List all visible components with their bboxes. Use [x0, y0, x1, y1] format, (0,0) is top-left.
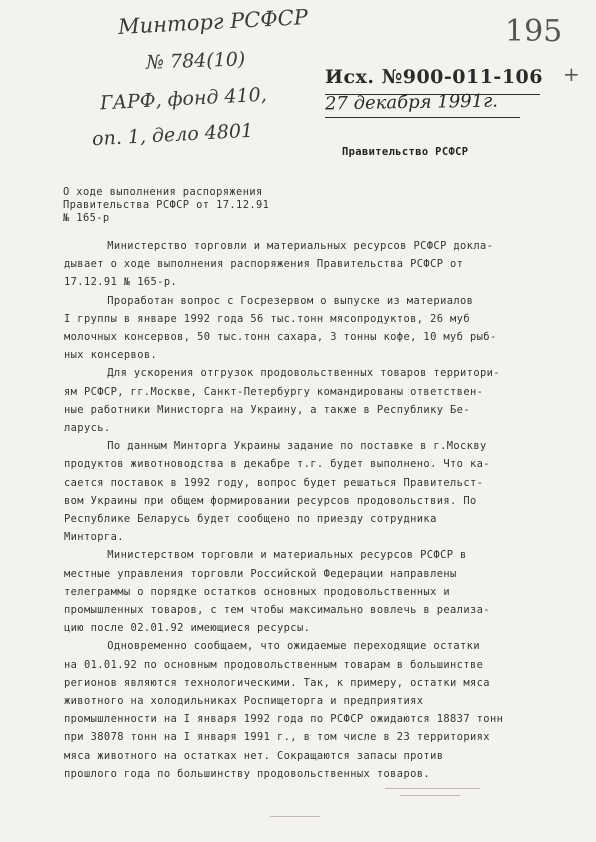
body-line: сается поставок в 1992 году, вопрос будет решаться Правительст-: [64, 476, 484, 489]
outgoing-number: Исх. №900-011-106: [325, 66, 543, 88]
scan-mark: [270, 816, 320, 817]
archive-note-ministry: Минторг РСФСР: [117, 5, 309, 39]
body-line: при 38078 тонн на I января 1991 г., в том числе в 23 территориях: [64, 731, 490, 744]
body-line: I группы в январе 1992 года 56 тыс.тонн мясопродуктов, 26 муб: [64, 312, 470, 325]
body-line: 17.12.91 № 165-р.: [64, 276, 178, 289]
outgoing-date-underline: [325, 117, 520, 118]
body-line: Проработан вопрос с Госрезервом о выпуске из материалов: [74, 294, 474, 307]
archive-note-number: № 784(10): [145, 48, 246, 74]
plus-mark: +: [563, 62, 580, 86]
body-line: Министерством торговли и материальных ресурсов РСФСР в: [74, 549, 467, 562]
body-line: ларусь.: [64, 422, 111, 434]
addressee: Правительство РСФСР: [342, 146, 469, 158]
body-line: Министерство торговли и материальных ресурсов РСФСР докла-: [74, 240, 494, 252]
body-line: Одновременно сообщаем, что ожидаемые переходящие остатки: [74, 640, 480, 653]
body-line: дывает о ходе выполнения распоряжения Правительства РСФСР от: [64, 258, 464, 271]
body-line: По данным Минторга Украины задание по поставке в г.Москву: [74, 440, 487, 453]
body-line: Минторга.: [64, 531, 124, 544]
body-line: местные управления торговли Российской Федерации направлены: [64, 567, 457, 580]
body-line: мяса животного на остатках нет. Сокращаются запасы против: [64, 749, 444, 762]
body-line: Для ускорения отгрузок продовольственных товаров территори-: [74, 367, 500, 380]
subject-line-1: О ходе выполнения распоряжения: [63, 186, 263, 198]
archive-note-fond: ГАРФ, фонд 410,: [99, 83, 268, 115]
body-line: вом Украины при общем формировании ресурсов продовольствия. По: [64, 494, 477, 507]
body-line: прошлого года по большинству продовольственных товаров.: [64, 767, 431, 780]
body-line: на 01.01.92 по основным продовольственным товарам в большинстве: [64, 658, 484, 671]
body-line: цию после 02.01.92 имеющиеся ресурсы.: [64, 622, 311, 635]
body-line: телеграммы о порядке остатков основных продовольственных и: [64, 585, 451, 598]
archive-note-case: оп. 1, дело 4801: [91, 119, 254, 151]
page-number: 195: [505, 14, 563, 49]
subject-line-2: Правительства РСФСР от 17.12.91: [63, 199, 270, 211]
scan-mark: [385, 788, 480, 789]
body-line: регионов являются технологическими. Так, к примеру, остатки мяса: [64, 676, 490, 689]
outgoing-date: 27 декабря 1991г.: [324, 90, 499, 115]
body-line: Республике Беларусь будет сообщено по приезду сотрудника: [64, 513, 437, 525]
body-line: промышленных товаров, с тем чтобы максимально вовлечь в реализа-: [64, 604, 490, 616]
body-line: молочных консервов, 50 тыс.тонн сахара, 3 тонны кофе, 10 муб рыб-: [64, 331, 497, 343]
body-line: промышленности на I января 1992 года по РСФСР ожидаются 18837 тонн: [64, 713, 504, 726]
body-line: животного на холодильниках Роспищеторга и предприятиях: [64, 695, 424, 707]
body-line: ные работники Министорга на Украину, а также в Республику Бе-: [64, 403, 470, 416]
subject-line-3: № 165-р: [63, 212, 110, 224]
body-line: продуктов животноводства в декабре т.г. будет выполнено. Что ка-: [64, 458, 490, 471]
body-line: ям РСФСР, гг.Москве, Санкт-Петербургу командированы ответствен-: [64, 385, 484, 398]
body-line: ных консервов.: [64, 349, 158, 362]
scan-mark: [400, 795, 460, 796]
